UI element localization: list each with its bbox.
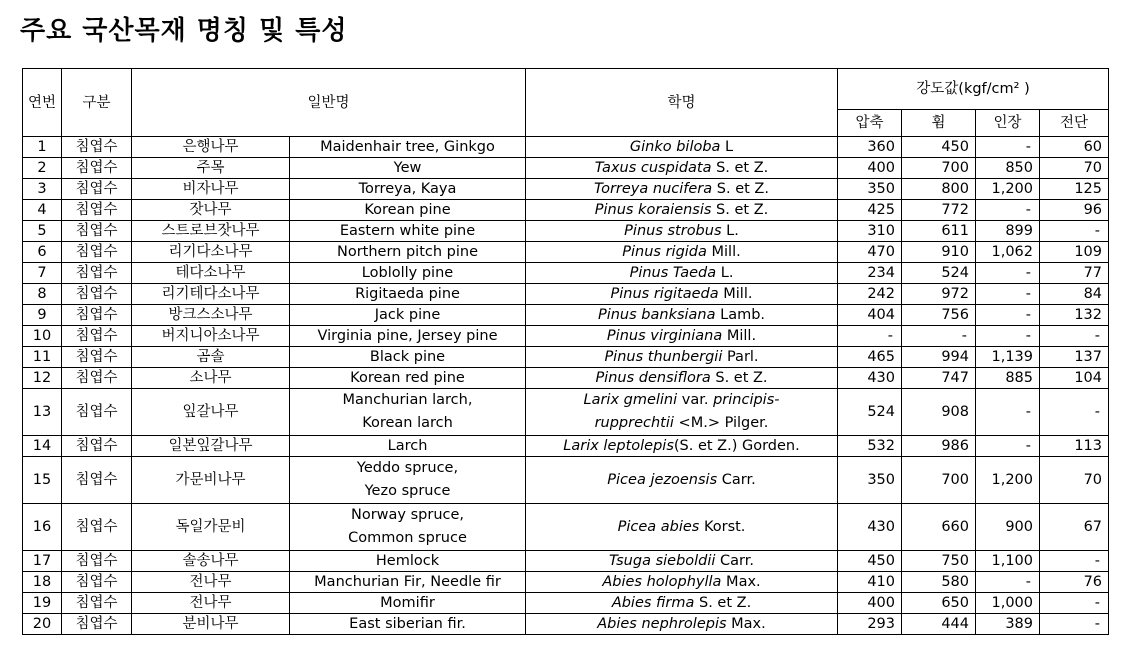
strength-comp: 410 — [838, 572, 902, 593]
row-scientific-name — [526, 200, 838, 221]
row-scientific-name — [526, 284, 838, 305]
strength-bend: 450 — [902, 137, 976, 158]
row-category: 침엽수 — [62, 389, 132, 436]
row-scientific-name — [526, 457, 838, 504]
row-korean-name: 주목 — [132, 158, 290, 179]
row-korean-name: 잎갈나무 — [132, 389, 290, 436]
strength-bend: 994 — [902, 347, 976, 368]
table-row — [23, 457, 1109, 504]
scientific-genus: Larix leptolepis — [563, 438, 674, 454]
strength-bend: 444 — [902, 614, 976, 635]
scientific-genus: Abies holophylla — [602, 574, 722, 590]
scientific-author: Mill. — [722, 328, 757, 344]
row-english-name — [290, 284, 526, 305]
scientific-genus: Taxus cuspidata — [594, 160, 712, 176]
row-number: 5 — [23, 221, 62, 242]
row-scientific-name — [526, 436, 838, 457]
scientific-genus: Abies nephrolepis — [597, 616, 727, 632]
strength-comp: 350 — [838, 457, 902, 504]
row-english-name — [290, 504, 526, 551]
scientific-genus: Pinus densiflora — [595, 370, 711, 386]
row-english-name — [290, 368, 526, 389]
strength-shear: 70 — [1040, 457, 1109, 504]
english-name-line1: Korean pine — [364, 202, 451, 218]
table-row — [23, 551, 1109, 572]
scientific-author: S. et Z. — [711, 160, 769, 176]
row-scientific-name — [526, 221, 838, 242]
strength-bend: 700 — [902, 158, 976, 179]
english-name-line2: Korean larch — [362, 415, 453, 431]
row-english-name — [290, 457, 526, 504]
strength-comp: 242 — [838, 284, 902, 305]
row-scientific-name — [526, 614, 838, 635]
table-row — [23, 504, 1109, 551]
scientific-genus: Pinus koraiensis — [594, 202, 712, 218]
row-number: 12 — [23, 368, 62, 389]
strength-ten: 899 — [976, 221, 1040, 242]
row-category: 침엽수 — [62, 158, 132, 179]
row-scientific-name — [526, 389, 838, 436]
strength-shear: 84 — [1040, 284, 1109, 305]
row-number: 17 — [23, 551, 62, 572]
row-category: 침엽수 — [62, 179, 132, 200]
scientific-genus: Pinus banksiana — [597, 307, 716, 323]
strength-bend: 800 — [902, 179, 976, 200]
scientific-genus: Larix gmelini — [583, 392, 678, 408]
scientific-genus: Abies firma — [611, 595, 695, 611]
row-category: 침엽수 — [62, 614, 132, 635]
strength-comp: 293 — [838, 614, 902, 635]
english-name-line1: East siberian fir. — [349, 616, 466, 632]
row-category: 침엽수 — [62, 457, 132, 504]
header-compression: 압축 — [838, 110, 902, 137]
table-row — [23, 614, 1109, 635]
table-row — [23, 436, 1109, 457]
row-scientific-name — [526, 326, 838, 347]
row-category: 침엽수 — [62, 242, 132, 263]
row-scientific-name — [526, 137, 838, 158]
strength-comp: 400 — [838, 158, 902, 179]
row-number: 8 — [23, 284, 62, 305]
scientific-line2-rest: <M.> Pilger. — [673, 415, 769, 431]
strength-shear: - — [1040, 326, 1109, 347]
strength-shear: - — [1040, 614, 1109, 635]
strength-bend: 580 — [902, 572, 976, 593]
english-name-line1: Eastern white pine — [339, 223, 476, 239]
strength-ten: 1,200 — [976, 179, 1040, 200]
strength-ten: - — [976, 389, 1040, 436]
strength-comp: 430 — [838, 368, 902, 389]
strength-bend: 611 — [902, 221, 976, 242]
strength-ten: - — [976, 436, 1040, 457]
row-category: 침엽수 — [62, 200, 132, 221]
strength-bend: 986 — [902, 436, 976, 457]
scientific-author: var. — [677, 392, 714, 408]
row-scientific-name — [526, 593, 838, 614]
row-english-name — [290, 326, 526, 347]
strength-shear: - — [1040, 389, 1109, 436]
english-name-line1: Larch — [387, 438, 428, 454]
row-english-name — [290, 436, 526, 457]
row-scientific-name — [526, 179, 838, 200]
row-scientific-name — [526, 551, 838, 572]
row-korean-name: 독일가문비 — [132, 504, 290, 551]
scientific-genus: Pinus rigitaeda — [610, 286, 719, 302]
strength-bend: 772 — [902, 200, 976, 221]
header-shear: 전단 — [1040, 110, 1109, 137]
row-english-name — [290, 593, 526, 614]
row-korean-name: 은행나무 — [132, 137, 290, 158]
strength-ten: - — [976, 284, 1040, 305]
scientific-genus: Tsuga sieboldii — [608, 553, 716, 569]
strength-shear: 137 — [1040, 347, 1109, 368]
table-row — [23, 284, 1109, 305]
strength-shear: 70 — [1040, 158, 1109, 179]
strength-ten: - — [976, 263, 1040, 284]
row-number: 10 — [23, 326, 62, 347]
table-row — [23, 200, 1109, 221]
table-row — [23, 242, 1109, 263]
scientific-genus: Pinus Taeda — [629, 265, 717, 281]
row-korean-name: 전나무 — [132, 593, 290, 614]
english-name-line2: Yezo spruce — [364, 483, 451, 499]
strength-shear: 132 — [1040, 305, 1109, 326]
strength-shear: - — [1040, 593, 1109, 614]
row-english-name — [290, 221, 526, 242]
header-tension: 인장 — [976, 110, 1040, 137]
strength-comp: - — [838, 326, 902, 347]
strength-ten: 1,100 — [976, 551, 1040, 572]
row-korean-name: 전나무 — [132, 572, 290, 593]
table-row — [23, 158, 1109, 179]
row-korean-name: 스트로브잣나무 — [132, 221, 290, 242]
row-english-name — [290, 179, 526, 200]
row-english-name — [290, 572, 526, 593]
row-korean-name: 테다소나무 — [132, 263, 290, 284]
strength-comp: 465 — [838, 347, 902, 368]
scientific-genus: Picea abies — [617, 518, 700, 535]
english-name-line1: Maidenhair tree, Ginkgo — [320, 139, 495, 155]
row-english-name — [290, 347, 526, 368]
scientific-genus: Picea jezoensis — [607, 471, 718, 488]
scientific-genus: Pinus thunbergii — [604, 349, 723, 365]
strength-shear: 109 — [1040, 242, 1109, 263]
row-category: 침엽수 — [62, 284, 132, 305]
header-category: 구분 — [62, 69, 132, 137]
row-korean-name: 리기테다소나무 — [132, 284, 290, 305]
scientific-author: Parl. — [722, 349, 759, 365]
strength-shear: 77 — [1040, 263, 1109, 284]
row-scientific-name — [526, 242, 838, 263]
strength-bend: 908 — [902, 389, 976, 436]
row-category: 침엽수 — [62, 572, 132, 593]
strength-bend: 650 — [902, 593, 976, 614]
row-english-name — [290, 551, 526, 572]
strength-bend: - — [902, 326, 976, 347]
row-number: 4 — [23, 200, 62, 221]
english-name-line2: Common spruce — [348, 530, 467, 546]
row-category: 침엽수 — [62, 504, 132, 551]
row-korean-name: 잣나무 — [132, 200, 290, 221]
row-category: 침엽수 — [62, 221, 132, 242]
english-name-line1: Loblolly pine — [361, 265, 454, 281]
strength-comp: 470 — [838, 242, 902, 263]
row-korean-name: 방크스소나무 — [132, 305, 290, 326]
scientific-genus: Pinus virginiana — [606, 328, 723, 344]
scientific-author: Mill. — [718, 286, 753, 302]
english-name-line1: Torreya, Kaya — [358, 181, 457, 197]
row-korean-name: 가문비나무 — [132, 457, 290, 504]
row-number: 18 — [23, 572, 62, 593]
strength-shear: 60 — [1040, 137, 1109, 158]
strength-comp: 400 — [838, 593, 902, 614]
row-english-name — [290, 305, 526, 326]
english-name-line1: Virginia pine, Jersey pine — [317, 328, 498, 344]
scientific-author: (S. et Z.) Gorden. — [673, 438, 800, 454]
header-strength: 강도값(kgf/cm² ) — [838, 69, 1109, 110]
strength-shear: 67 — [1040, 504, 1109, 551]
strength-bend: 747 — [902, 368, 976, 389]
strength-shear: - — [1040, 221, 1109, 242]
scientific-author: S. et Z. — [694, 595, 752, 611]
row-category: 침엽수 — [62, 551, 132, 572]
row-category: 침엽수 — [62, 305, 132, 326]
scientific-author: Mill. — [706, 244, 741, 260]
header-no — [23, 69, 62, 137]
scientific-author: Carr. — [715, 553, 755, 569]
strength-ten: 900 — [976, 504, 1040, 551]
strength-shear: 104 — [1040, 368, 1109, 389]
table-row — [23, 572, 1109, 593]
table-row — [23, 263, 1109, 284]
row-number: 9 — [23, 305, 62, 326]
strength-ten: 1,000 — [976, 593, 1040, 614]
header-bending: 휨 — [902, 110, 976, 137]
row-category: 침엽수 — [62, 347, 132, 368]
scientific-author: S. et Z. — [711, 202, 769, 218]
row-scientific-name — [526, 158, 838, 179]
row-number: 3 — [23, 179, 62, 200]
strength-shear: - — [1040, 551, 1109, 572]
english-name-line1: Yeddo spruce, — [356, 460, 459, 476]
english-name-line1: Manchurian larch, — [342, 392, 473, 408]
row-english-name — [290, 200, 526, 221]
strength-comp: 404 — [838, 305, 902, 326]
strength-bend: 524 — [902, 263, 976, 284]
row-number: 20 — [23, 614, 62, 635]
row-number: 7 — [23, 263, 62, 284]
strength-comp: 350 — [838, 179, 902, 200]
row-scientific-name — [526, 368, 838, 389]
strength-shear: 76 — [1040, 572, 1109, 593]
row-korean-name: 솔송나무 — [132, 551, 290, 572]
row-number: 11 — [23, 347, 62, 368]
scientific-author: Korst. — [699, 518, 746, 535]
scientific-author: L. — [721, 223, 739, 239]
strength-bend: 972 — [902, 284, 976, 305]
table-row — [23, 326, 1109, 347]
row-korean-name: 소나무 — [132, 368, 290, 389]
strength-ten: - — [976, 326, 1040, 347]
row-english-name — [290, 242, 526, 263]
strength-bend: 700 — [902, 457, 976, 504]
table-row — [23, 305, 1109, 326]
english-name-line1: Jack pine — [374, 307, 441, 323]
strength-comp: 425 — [838, 200, 902, 221]
english-name-line1: Northern pitch pine — [336, 244, 478, 260]
strength-shear: 125 — [1040, 179, 1109, 200]
english-name-line1: Hemlock — [375, 553, 440, 569]
strength-comp: 524 — [838, 389, 902, 436]
table-body — [23, 137, 1109, 635]
english-name-line1: Momifir — [380, 595, 435, 611]
strength-bend: 750 — [902, 551, 976, 572]
strength-comp: 310 — [838, 221, 902, 242]
scientific-genus: Pinus strobus — [624, 223, 722, 239]
strength-shear: 96 — [1040, 200, 1109, 221]
strength-comp: 532 — [838, 436, 902, 457]
header-scientific-name: 학명 — [526, 69, 838, 137]
row-korean-name: 버지니아소나무 — [132, 326, 290, 347]
strength-bend: 756 — [902, 305, 976, 326]
scientific-genus: Pinus rigida — [622, 244, 707, 260]
english-name-line1: Korean red pine — [350, 370, 465, 386]
scientific-genus-cont: principis- — [713, 392, 780, 408]
scientific-genus: Ginko biloba — [629, 139, 721, 155]
row-number: 1 — [23, 137, 62, 158]
row-scientific-name — [526, 572, 838, 593]
row-english-name — [290, 158, 526, 179]
row-number: 14 — [23, 436, 62, 457]
scientific-author: Carr. — [717, 471, 756, 488]
strength-comp: 430 — [838, 504, 902, 551]
row-scientific-name — [526, 504, 838, 551]
table-row — [23, 347, 1109, 368]
english-name-line1: Rigitaeda pine — [355, 286, 460, 302]
strength-ten: 1,200 — [976, 457, 1040, 504]
row-number: 2 — [23, 158, 62, 179]
row-korean-name: 리기다소나무 — [132, 242, 290, 263]
row-scientific-name — [526, 347, 838, 368]
strength-ten: 885 — [976, 368, 1040, 389]
scientific-genus: Torreya nucifera — [594, 181, 713, 197]
wood-properties-table — [22, 68, 1109, 635]
strength-comp: 234 — [838, 263, 902, 284]
row-korean-name: 비자나무 — [132, 179, 290, 200]
strength-bend: 910 — [902, 242, 976, 263]
table-row — [23, 179, 1109, 200]
row-category: 침엽수 — [62, 137, 132, 158]
strength-ten: - — [976, 200, 1040, 221]
scientific-author: Max. — [721, 574, 761, 590]
strength-ten: 1,062 — [976, 242, 1040, 263]
strength-comp: 360 — [838, 137, 902, 158]
row-english-name — [290, 614, 526, 635]
scientific-author: L. — [716, 265, 734, 281]
english-name-line1: Manchurian Fir, Needle fir — [314, 574, 501, 590]
table-row — [23, 389, 1109, 436]
table-row — [23, 368, 1109, 389]
table-row — [23, 221, 1109, 242]
english-name-line1: Yew — [393, 160, 422, 176]
strength-ten: 1,139 — [976, 347, 1040, 368]
row-number: 16 — [23, 504, 62, 551]
row-category: 침엽수 — [62, 436, 132, 457]
row-category: 침엽수 — [62, 326, 132, 347]
row-english-name — [290, 389, 526, 436]
strength-comp: 450 — [838, 551, 902, 572]
strength-bend: 660 — [902, 504, 976, 551]
row-scientific-name — [526, 263, 838, 284]
header-common-name: 일반명 — [132, 69, 526, 137]
page-title: 주요 국산목재 명칭 및 특성 — [20, 16, 348, 46]
row-number: 15 — [23, 457, 62, 504]
row-category: 침엽수 — [62, 263, 132, 284]
scientific-author: S. et Z. — [712, 181, 769, 197]
row-korean-name: 곰솔 — [132, 347, 290, 368]
table-row — [23, 593, 1109, 614]
row-number: 6 — [23, 242, 62, 263]
row-category: 침엽수 — [62, 593, 132, 614]
table-row — [23, 137, 1109, 158]
strength-ten: - — [976, 572, 1040, 593]
row-english-name — [290, 137, 526, 158]
scientific-author: Max. — [726, 616, 766, 632]
strength-shear: 113 — [1040, 436, 1109, 457]
row-scientific-name — [526, 305, 838, 326]
english-name-line1: Norway spruce, — [350, 507, 465, 523]
header-no-label: 연번 — [27, 94, 56, 111]
strength-ten: - — [976, 305, 1040, 326]
scientific-author: Lamb. — [715, 307, 766, 323]
row-korean-name: 일본잎갈나무 — [132, 436, 290, 457]
scientific-author: L — [720, 139, 734, 155]
row-number: 13 — [23, 389, 62, 436]
strength-ten: 850 — [976, 158, 1040, 179]
english-name-line1: Black pine — [369, 349, 446, 365]
row-number: 19 — [23, 593, 62, 614]
strength-ten: - — [976, 137, 1040, 158]
scientific-line2-italic: rupprechtii — [594, 415, 674, 431]
row-category: 침엽수 — [62, 368, 132, 389]
row-korean-name: 분비나무 — [132, 614, 290, 635]
row-english-name — [290, 263, 526, 284]
strength-ten: 389 — [976, 614, 1040, 635]
scientific-author: S. et Z. — [710, 370, 768, 386]
